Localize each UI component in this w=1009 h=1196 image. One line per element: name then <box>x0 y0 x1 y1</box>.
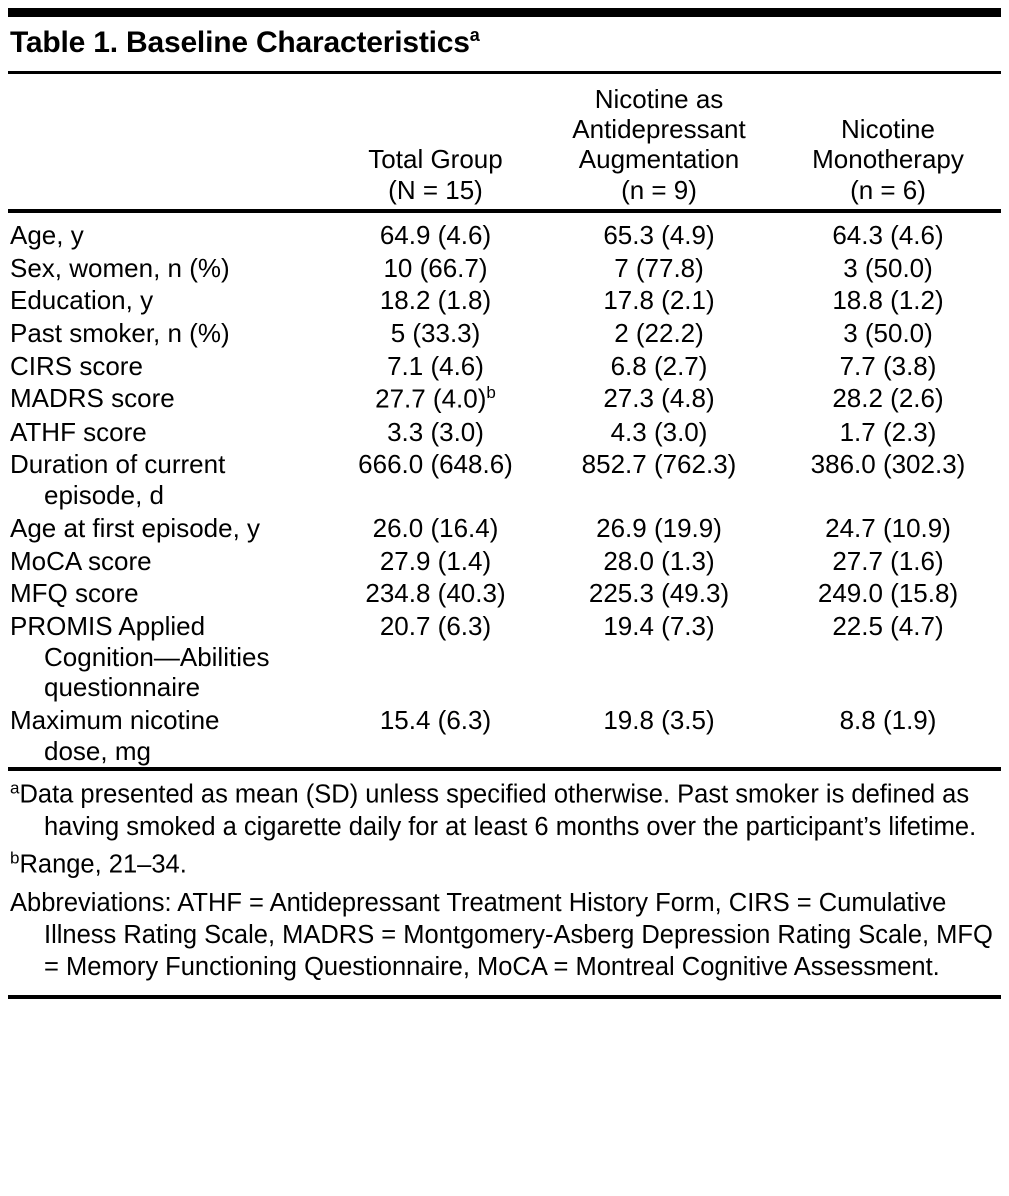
table-row <box>8 252 1001 285</box>
table-head <box>8 74 1001 210</box>
row-value-sex-total: 10 (66.7) <box>383 252 488 283</box>
footnote-b <box>10 847 999 881</box>
column-header-monotherapy <box>775 74 1001 210</box>
table-row <box>8 219 1001 252</box>
row-value-moca-total: 27.9 (1.4) <box>379 545 492 576</box>
table-row <box>8 317 1001 350</box>
table-container <box>0 8 1009 999</box>
footnote-b-text: Range, 21–34. <box>19 850 187 879</box>
row-value-education-mono: 18.8 (1.2) <box>832 285 944 316</box>
row-value-age-first-total: 26.0 (16.4) <box>372 512 499 543</box>
row-value-age-total: 64.9 (4.6) <box>379 220 492 251</box>
row-value-madrs-total <box>328 382 543 415</box>
row-label-age-first-episode: Age at first episode, y <box>10 512 261 543</box>
column-header-monotherapy-n: (n = 6) <box>850 174 926 205</box>
row-label-max-nicotine-dose <box>8 704 328 767</box>
row-value-age-first-mono: 24.7 (10.9) <box>825 512 951 543</box>
table-row <box>8 416 1001 449</box>
table-row <box>8 284 1001 317</box>
row-label-promis-line3: questionnaire <box>44 672 201 703</box>
table-row <box>8 512 1001 545</box>
row-value-mfq-mono: 249.0 (15.8) <box>817 578 959 609</box>
row-value-sex-mono: 3 (50.0) <box>843 252 933 283</box>
row-label-promis <box>8 610 328 704</box>
abbreviations-label: Abbreviations: <box>10 888 172 917</box>
row-label-promis-line2: Cognition—Abilities <box>44 641 270 672</box>
row-value-athf-aug: 4.3 (3.0) <box>610 416 708 447</box>
row-value-max-dose-total: 15.4 (6.3) <box>379 704 492 735</box>
table-body-wrapper <box>8 213 1001 767</box>
column-header-monotherapy-line1: Nicotine <box>841 113 935 144</box>
row-value-duration-total: 666.0 (648.6) <box>358 449 513 480</box>
table-body <box>8 213 1001 767</box>
row-label-duration-episode <box>8 448 328 511</box>
row-value-max-dose-aug: 19.8 (3.5) <box>603 704 715 735</box>
row-label-moca: MoCA score <box>10 545 152 576</box>
table-title <box>8 17 1001 71</box>
row-label-duration-episode-line2: episode, d <box>44 480 164 511</box>
column-header-augmentation-line2: Antidepressant <box>572 113 746 144</box>
row-value-moca-mono: 27.7 (1.6) <box>832 545 944 576</box>
row-label-sex: Sex, women, n (%) <box>10 252 230 283</box>
row-value-cirs-aug: 6.8 (2.7) <box>610 350 708 381</box>
column-header-augmentation-n: (n = 9) <box>621 174 697 205</box>
row-value-promis-total: 20.7 (6.3) <box>379 610 492 641</box>
row-value-age-first-aug: 26.9 (19.9) <box>596 512 722 543</box>
row-label-mfq: MFQ score <box>10 578 139 609</box>
row-value-past-smoker-aug: 2 (22.2) <box>614 318 704 349</box>
table-row <box>8 545 1001 578</box>
row-label-madrs: MADRS score <box>10 383 175 414</box>
abbreviations-note <box>10 888 999 984</box>
row-value-athf-total: 3.3 (3.0) <box>387 416 484 447</box>
row-label-athf: ATHF score <box>10 416 147 447</box>
baseline-characteristics-table <box>8 74 1001 210</box>
row-value-education-aug: 17.8 (2.1) <box>603 285 715 316</box>
table-row <box>8 610 1001 704</box>
table-row <box>8 382 1001 415</box>
footnote-a-marker-text: a <box>10 778 20 798</box>
row-value-sex-aug: 7 (77.8) <box>614 252 704 283</box>
row-label-age: Age, y <box>10 220 84 251</box>
column-header-total-group <box>328 74 543 210</box>
abbreviations-text: ATHF = Antidepressant Treatment History Form, CIRS = Cumulative Illness Rating Scale, MADRS = Montgomery-Asberg Depression Rating Scale, MFQ = Memory Functioning Questionnaire, MoCA = Montreal Cognitive Assessment. <box>44 888 993 981</box>
row-label-cirs: CIRS score <box>10 350 143 381</box>
table-row <box>8 448 1001 511</box>
column-header-blank <box>8 74 328 210</box>
row-value-promis-aug: 19.4 (7.3) <box>603 610 715 641</box>
column-header-augmentation <box>543 74 775 210</box>
footnote-a-text: Data presented as mean (SD) unless specified otherwise. Past smoker is defined as having smoked a cigarette daily for at least 6 months over the participant’s lifetime. <box>19 780 977 841</box>
column-header-total-group-n: (N = 15) <box>388 174 483 205</box>
column-header-augmentation-line3: Augmentation <box>578 144 740 175</box>
row-value-madrs-total-text: 27.7 (4.0) <box>375 384 487 415</box>
column-header-total-group-label: Total Group <box>368 144 503 175</box>
row-label-past-smoker: Past smoker, n (%) <box>10 318 230 349</box>
row-value-max-dose-mono: 8.8 (1.9) <box>839 704 937 735</box>
row-value-cirs-total: 7.1 (4.6) <box>387 350 484 381</box>
row-value-past-smoker-total: 5 (33.3) <box>390 318 481 349</box>
row-value-age-mono: 64.3 (4.6) <box>832 220 944 251</box>
row-value-madrs-mono: 28.2 (2.6) <box>832 383 944 414</box>
footnote-a <box>10 777 999 843</box>
row-value-age-aug: 65.3 (4.9) <box>603 220 715 251</box>
row-value-education-total: 18.2 (1.8) <box>379 285 492 316</box>
table-header-row <box>8 74 1001 210</box>
row-value-madrs-total-marker: b <box>486 383 496 403</box>
row-value-promis-mono: 22.5 (4.7) <box>832 610 944 641</box>
row-value-mfq-total: 234.8 (40.3) <box>365 578 506 609</box>
row-label-promis-line1: PROMIS Applied <box>10 610 206 641</box>
row-value-past-smoker-mono: 3 (50.0) <box>843 318 933 349</box>
row-value-athf-mono: 1.7 (2.3) <box>839 416 937 447</box>
row-label-education: Education, y <box>10 285 154 316</box>
row-value-madrs-aug: 27.3 (4.8) <box>603 383 715 414</box>
column-header-monotherapy-line2: Monotherapy <box>812 144 964 175</box>
table-row <box>8 704 1001 767</box>
row-label-max-nicotine-dose-line2: dose, mg <box>44 735 151 766</box>
row-value-duration-mono: 386.0 (302.3) <box>810 449 966 480</box>
table-title-footnote-marker: a <box>469 25 480 45</box>
row-value-mfq-aug: 225.3 (49.3) <box>588 578 730 609</box>
table-title-text: Table 1. Baseline Characteristics <box>10 26 470 59</box>
row-label-duration-episode-line1: Duration of current <box>10 449 226 480</box>
table-top-rule <box>8 8 1001 17</box>
column-header-augmentation-line1: Nicotine as <box>594 83 724 114</box>
footnote-b-marker-text: b <box>10 848 20 868</box>
row-value-cirs-mono: 7.7 (3.8) <box>839 350 937 381</box>
table-row <box>8 350 1001 383</box>
row-value-duration-aug: 852.7 (762.3) <box>581 449 737 480</box>
table-bottom-rule <box>8 995 1001 999</box>
table-row <box>8 577 1001 610</box>
row-value-moca-aug: 28.0 (1.3) <box>603 545 715 576</box>
table-footnotes <box>8 771 1001 995</box>
row-label-max-nicotine-dose-line1: Maximum nicotine <box>10 704 220 735</box>
